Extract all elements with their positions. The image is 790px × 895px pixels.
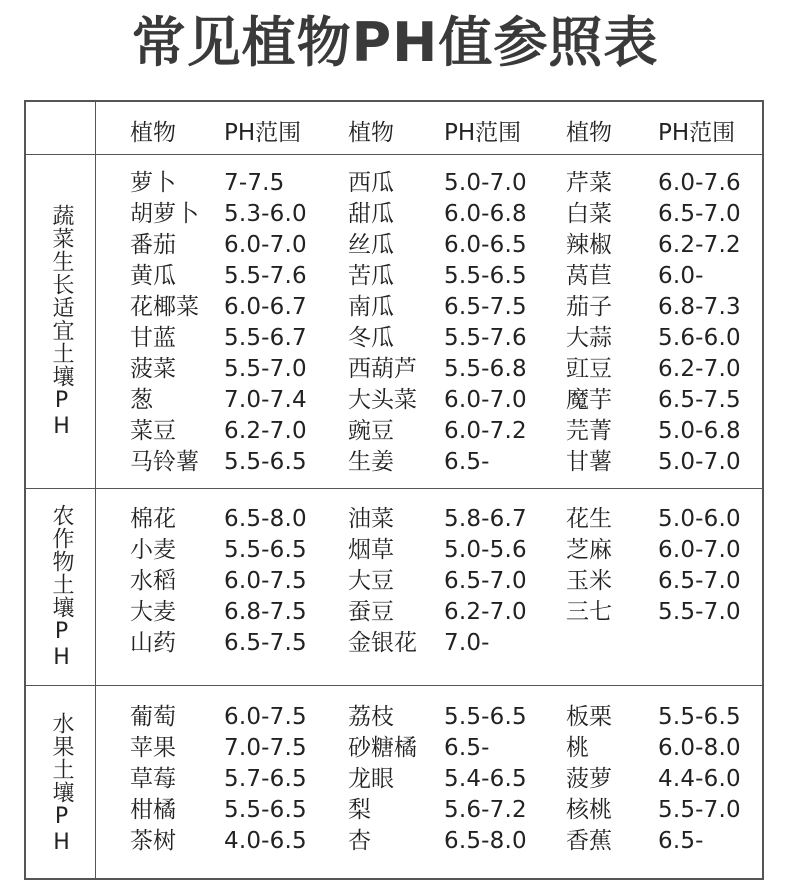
plant-name: 板栗 <box>566 704 612 730</box>
plant-name: 烟草 <box>348 537 394 563</box>
ph-range: 5.5-6.7 <box>224 325 307 351</box>
plant-name: 蚕豆 <box>348 599 394 625</box>
ph-range: 5.5-7.6 <box>224 263 307 289</box>
table-row <box>96 504 762 535</box>
table-row <box>96 385 762 416</box>
plant-name: 荔枝 <box>348 704 394 730</box>
table-row <box>96 199 762 230</box>
plant-name: 西瓜 <box>348 170 394 196</box>
table-row <box>96 826 762 857</box>
ph-range: 6.0-7.0 <box>224 232 307 258</box>
plant-name: 芹菜 <box>566 170 612 196</box>
plant-name: 香蕉 <box>566 828 612 854</box>
plant-name: 大麦 <box>130 599 176 625</box>
ph-range: 5.7-6.5 <box>224 766 307 792</box>
plant-name: 柑橘 <box>130 797 176 823</box>
plant-name: 砂糖橘 <box>348 735 417 761</box>
section-label-crops <box>26 490 96 685</box>
header-ph-1: PH范围 <box>224 120 302 146</box>
plant-name: 葡萄 <box>130 704 176 730</box>
plant-name: 核桃 <box>566 797 612 823</box>
section-label-vegetables <box>26 156 96 488</box>
plant-name: 草莓 <box>130 766 176 792</box>
table-row <box>96 566 762 597</box>
ph-range: 6.2-7.2 <box>658 232 741 258</box>
ph-range: 5.5-6.5 <box>224 537 307 563</box>
header-plant-2: 植物 <box>348 120 394 146</box>
plant-name: 金银花 <box>348 630 417 656</box>
plant-name: 油菜 <box>348 506 394 532</box>
plant-name: 芝麻 <box>566 537 612 563</box>
section-label-fruits <box>26 687 96 880</box>
ph-range: 5.0-6.8 <box>658 418 741 444</box>
ph-range: 7.0- <box>444 630 490 656</box>
ph-range: 6.0-7.5 <box>224 704 307 730</box>
ph-range: 6.0-6.8 <box>444 201 527 227</box>
header-ph-3: PH范围 <box>658 120 736 146</box>
ph-range: 6.5-8.0 <box>444 828 527 854</box>
ph-range: 6.8-7.3 <box>658 294 741 320</box>
plant-name: 苹果 <box>130 735 176 761</box>
ph-range: 6.5- <box>444 449 490 475</box>
header-divider <box>26 154 762 155</box>
plant-name: 辣椒 <box>566 232 612 258</box>
page-title: 常见植物PH值参照表 <box>131 11 659 74</box>
section-rows-vegetables <box>96 168 762 478</box>
header-plant-3: 植物 <box>566 120 612 146</box>
section-divider-1 <box>26 488 762 489</box>
plant-name: 丝瓜 <box>348 232 394 258</box>
ph-range: 5.5-6.5 <box>658 704 741 730</box>
ph-range: 5.5-6.5 <box>444 263 527 289</box>
plant-name: 小麦 <box>130 537 176 563</box>
ph-range: 5.6-6.0 <box>658 325 741 351</box>
plant-name: 棉花 <box>130 506 176 532</box>
ph-range: 6.5-7.0 <box>658 568 741 594</box>
table-row <box>96 261 762 292</box>
table-row <box>96 416 762 447</box>
plant-name: 番茄 <box>130 232 176 258</box>
plant-name: 马铃薯 <box>130 449 199 475</box>
ph-range: 6.5- <box>444 735 490 761</box>
ph-range: 6.0-7.0 <box>444 387 527 413</box>
ph-range: 5.0-6.0 <box>658 506 741 532</box>
section-rows-fruits <box>96 702 762 857</box>
plant-name: 豌豆 <box>348 418 394 444</box>
table-row <box>96 764 762 795</box>
table-row <box>96 795 762 826</box>
plant-name: 桃 <box>566 735 589 761</box>
plant-name: 茶树 <box>130 828 176 854</box>
header-plant-1: 植物 <box>130 120 176 146</box>
ph-range: 5.4-6.5 <box>444 766 527 792</box>
ph-range: 6.5-8.0 <box>224 506 307 532</box>
ph-range: 5.5-6.5 <box>224 797 307 823</box>
ph-range: 6.0-6.7 <box>224 294 307 320</box>
ph-range: 4.0-6.5 <box>224 828 307 854</box>
section-label-text: 蔬菜生长适宜土壤PH <box>49 204 74 440</box>
plant-name: 芫菁 <box>566 418 612 444</box>
plant-name: 菠萝 <box>566 766 612 792</box>
table-row <box>96 628 762 659</box>
plant-name: 茄子 <box>566 294 612 320</box>
ph-range: 5.0-7.0 <box>658 449 741 475</box>
ph-range: 6.0-7.2 <box>444 418 527 444</box>
section-divider-2 <box>26 685 762 686</box>
ph-range: 6.2-7.0 <box>224 418 307 444</box>
plant-name: 白菜 <box>566 201 612 227</box>
table-row <box>96 354 762 385</box>
ph-range: 5.8-6.7 <box>444 506 527 532</box>
ph-range: 5.5-7.0 <box>658 599 741 625</box>
ph-range: 5.5-7.0 <box>224 356 307 382</box>
ph-range: 5.5-7.6 <box>444 325 527 351</box>
plant-name: 胡萝卜 <box>130 201 199 227</box>
table-row <box>96 447 762 478</box>
plant-name: 大蒜 <box>566 325 612 351</box>
ph-range: 6.2-7.0 <box>658 356 741 382</box>
plant-name: 大豆 <box>348 568 394 594</box>
plant-name: 梨 <box>348 797 371 823</box>
plant-name: 冬瓜 <box>348 325 394 351</box>
ph-range: 6.5-7.0 <box>658 201 741 227</box>
ph-reference-table <box>24 100 764 880</box>
ph-range: 6.0-7.5 <box>224 568 307 594</box>
plant-name: 三七 <box>566 599 612 625</box>
ph-range: 5.5-7.0 <box>658 797 741 823</box>
ph-range: 7-7.5 <box>224 170 285 196</box>
ph-range: 5.0-7.0 <box>444 170 527 196</box>
ph-range: 6.0- <box>658 263 704 289</box>
ph-range: 7.0-7.5 <box>224 735 307 761</box>
ph-range: 5.5-6.8 <box>444 356 527 382</box>
ph-range: 6.5-7.5 <box>224 630 307 656</box>
plant-name: 杏 <box>348 828 371 854</box>
table-row <box>96 702 762 733</box>
table-row <box>96 168 762 199</box>
plant-name: 花生 <box>566 506 612 532</box>
plant-name: 菠菜 <box>130 356 176 382</box>
ph-range: 5.0-5.6 <box>444 537 527 563</box>
plant-name: 甜瓜 <box>348 201 394 227</box>
ph-range: 5.5-6.5 <box>224 449 307 475</box>
plant-name: 龙眼 <box>348 766 394 792</box>
ph-range: 7.0-7.4 <box>224 387 307 413</box>
table-row <box>96 535 762 566</box>
ph-range: 6.0-7.0 <box>658 537 741 563</box>
section-label-text: 农作物土壤PH <box>49 504 74 671</box>
ph-range: 6.5-7.5 <box>658 387 741 413</box>
plant-name: 豇豆 <box>566 356 612 382</box>
table-row <box>96 597 762 628</box>
plant-name: 大头菜 <box>348 387 417 413</box>
plant-name: 西葫芦 <box>348 356 417 382</box>
plant-name: 山药 <box>130 630 176 656</box>
ph-range: 4.4-6.0 <box>658 766 741 792</box>
ph-range: 6.0-6.5 <box>444 232 527 258</box>
section-rows-crops <box>96 504 762 659</box>
plant-name: 苦瓜 <box>348 263 394 289</box>
plant-name: 南瓜 <box>348 294 394 320</box>
ph-range: 6.5-7.5 <box>444 294 527 320</box>
ph-range: 6.5-7.0 <box>444 568 527 594</box>
plant-name: 葱 <box>130 387 153 413</box>
plant-name: 水稻 <box>130 568 176 594</box>
ph-range: 6.5- <box>658 828 704 854</box>
table-row <box>96 292 762 323</box>
plant-name: 玉米 <box>566 568 612 594</box>
ph-range: 6.0-8.0 <box>658 735 741 761</box>
plant-name: 黄瓜 <box>130 263 176 289</box>
plant-name: 萝卜 <box>130 170 176 196</box>
plant-name: 生姜 <box>348 449 394 475</box>
ph-range: 6.2-7.0 <box>444 599 527 625</box>
table-row <box>96 733 762 764</box>
ph-range: 6.8-7.5 <box>224 599 307 625</box>
plant-name: 菜豆 <box>130 418 176 444</box>
plant-name: 甘薯 <box>566 449 612 475</box>
ph-range: 5.3-6.0 <box>224 201 307 227</box>
table-row <box>96 230 762 261</box>
plant-name: 花椰菜 <box>130 294 199 320</box>
ph-range: 5.6-7.2 <box>444 797 527 823</box>
plant-name: 甘蓝 <box>130 325 176 351</box>
section-label-text: 水果土壤PH <box>49 711 74 856</box>
table-row <box>96 323 762 354</box>
plant-name: 莴苣 <box>566 263 612 289</box>
ph-range: 5.5-6.5 <box>444 704 527 730</box>
ph-range: 6.0-7.6 <box>658 170 741 196</box>
header-ph-2: PH范围 <box>444 120 522 146</box>
plant-name: 魔芋 <box>566 387 612 413</box>
